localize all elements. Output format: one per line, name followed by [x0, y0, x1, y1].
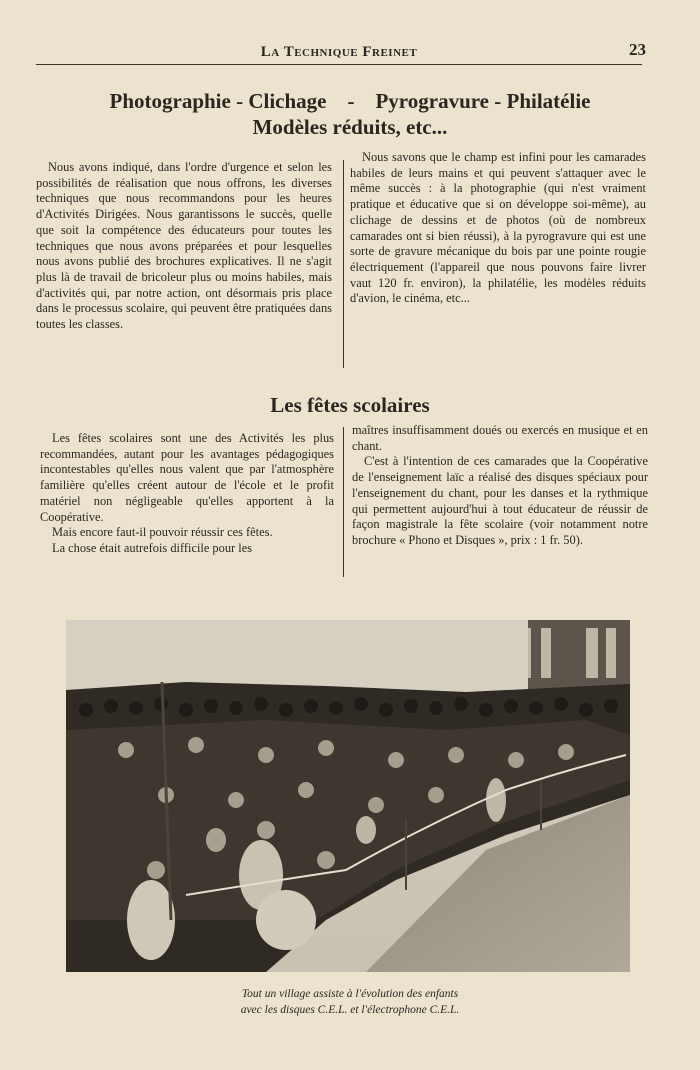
column-left-fetes: [40, 431, 334, 557]
photo-caption: [120, 986, 580, 1018]
page-number: 23: [629, 40, 646, 59]
column-divider: [343, 427, 344, 577]
paragraph: maîtres insuffisamment doués ou exercés en musique et en chant.: [352, 423, 648, 453]
paragraph: La chose était autrefois difficile pour les: [52, 540, 253, 555]
column-left-techniques: [36, 160, 332, 333]
photo-illustration: [66, 620, 630, 972]
section-heading-techniques: [40, 88, 660, 140]
column-right-fetes: [352, 423, 648, 549]
paragraph: C'est à l'intention de ces camarades que la Coopérative de l'enseignement laïc a réalisé des disques spéciaux pour l'enseignement du chant, pour les danses et la rythmique qui permettent aujourd'hui à tout éducateur de réussir de façon magistrale la fête scolaire (voir notamment notre brochure « Phono et Disques », prix : 1 fr. 50).: [352, 454, 648, 547]
paragraph: Les fêtes scolaires sont une des Activités les plus recommandées, autant pour les avantages pédagogiques incontestables qu'elles nous valent que par l'atmosphère familière qu'elles créent autour de l'école et le profit matériel non négligeable qu'elles apportent à la Coopérative.: [40, 431, 334, 524]
column-right-techniques: [350, 150, 646, 307]
heading-line-1: Photographie - Clichage - Pyrogravure - Philatélie: [109, 89, 591, 113]
section-heading-fetes: Les fêtes scolaires: [270, 393, 430, 417]
column-divider: [343, 160, 344, 368]
paragraph: Nous avons indiqué, dans l'ordre d'urgence et selon les possibilités de réalisation que nous offrons, les diverses techniques que nous recommandons pour les heures d'Activités Dirigées. Nous garantissons le succès, quelle que soit la compétence des éducateurs pour toutes les techniques que nous avons préparées et pour lesquelles nous avons publié des brochures explicatives. Il ne s'agit plus là de travail de bricoleur plus ou moins habiles, mais d'activités qui, par notre action, ont désormais pris place dans le processus scolaire, qui peuvent être pratiquées dans toutes les classes.: [36, 160, 332, 332]
caption-line-1: Tout un village assiste à l'évolution des enfants: [241, 988, 459, 1000]
running-title: La Technique Freinet: [260, 44, 418, 60]
paragraph: Nous savons que le champ est infini pour les camarades habiles de leurs mains et qui peuvent s'attaquer avec le même succès : à la photographie (qui n'est vraiment pratique et éducative que si on développe soi-même), au clichage de dessins et de photos (où de nombreux camarades ont si bien réussi), à la pyrogravure qui est une sorte de gravure mécanique du bois par une pointe rougie électriquement (l'appareil que nous pouvons faire livrer vaut 120 fr. environ), la philatélie, les modèles réduits d'avion, le cinéma, etc...: [350, 150, 646, 306]
paragraph: Mais encore faut-il pouvoir réussir ces fêtes.: [52, 525, 273, 540]
running-header: [36, 40, 646, 65]
caption-line-2: avec les disques C.E.L. et l'électrophone C.E.L.: [240, 1004, 460, 1016]
heading-line-2: Modèles réduits, etc...: [252, 115, 448, 139]
crowd-photograph: [66, 620, 630, 972]
